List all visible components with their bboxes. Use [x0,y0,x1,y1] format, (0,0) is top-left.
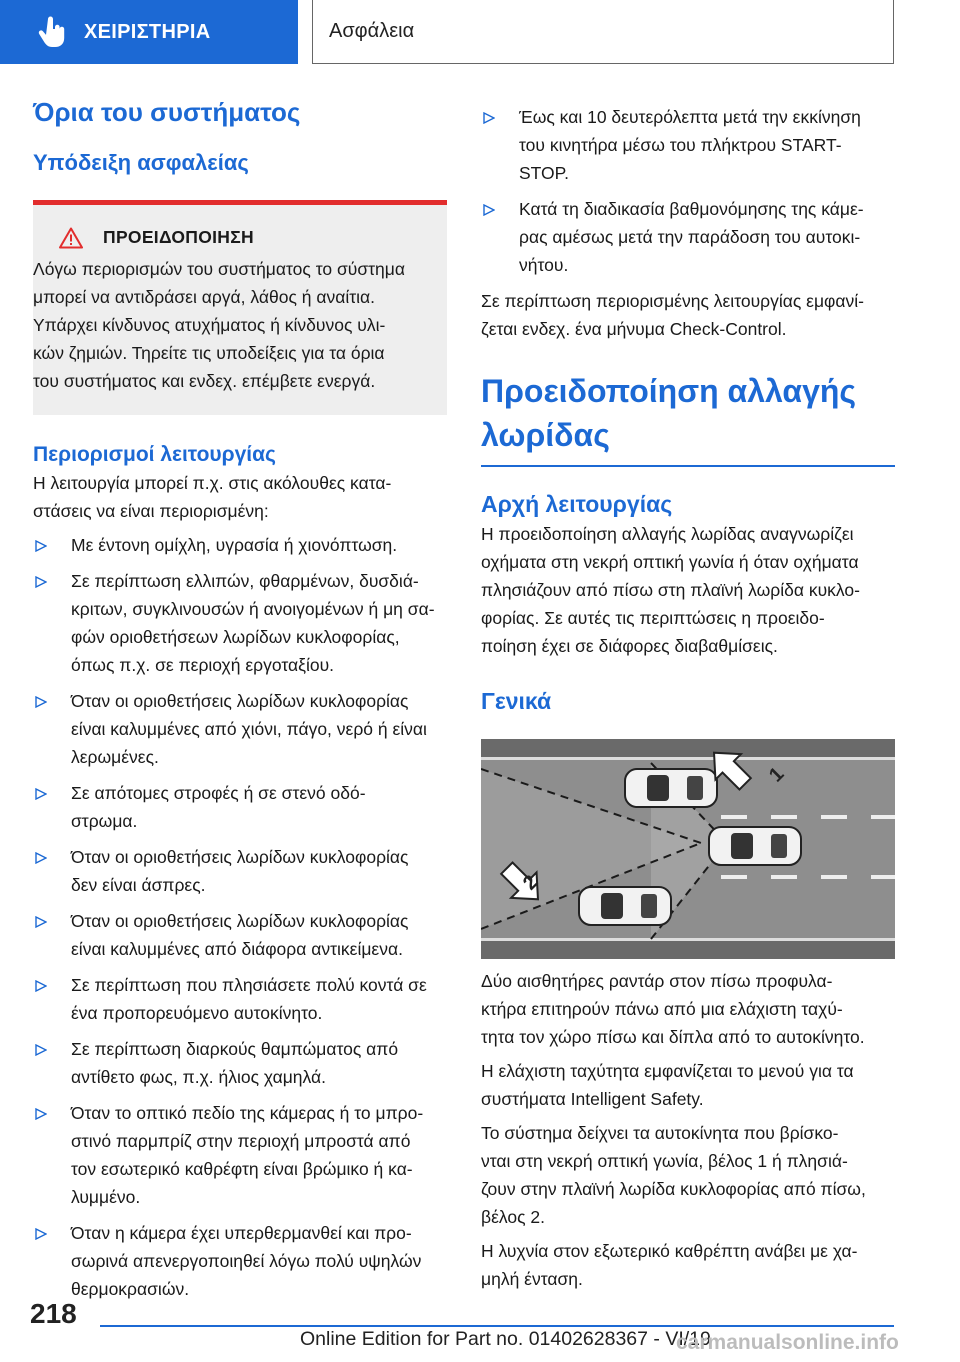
warning-line: μπορεί να αντιδράσει αργά, λάθος ή αναίτια. [33,286,375,307]
list-item: Σε περίπτωση που πλησιάσετε πολύ κοντά σε ένα προπορευόμενο αυτοκίνητο. [33,971,447,1027]
list-item: Όταν οι οριοθετήσεις λωρίδων κυκλοφορίας είναι καλυμμένες από χιόνι, πάγο, νερό ή είναι λερωμένες. [33,687,447,771]
triangle-bullet-icon [35,576,47,588]
check-control-line: Σε περίπτωση περιορισμένης λειτουργίας εμφανί- [481,291,864,311]
display-text-line: νται στη νεκρή οπτική γωνία, βέλος 1 ή πλησιά- [481,1151,848,1172]
hand-pointer-icon [36,15,70,49]
warning-line: του συστήματος και ενδεχ. επέμβετε ενεργά. [33,370,376,391]
principle-heading: Αρχή λειτουργίας [481,491,673,517]
arrow-2-label: 2 [518,871,543,895]
section-tab-label: Ασφάλεια [329,20,415,42]
list-item: Σε απότομες στροφές ή σε στενό οδό- στρωμα. [33,779,447,835]
list-item: Όταν η κάμερα έχει υπερθερμανθεί και προ- σωρινά απενεργοποιηθεί λόγω πολύ υψηλών θερμοκρασιών. [33,1219,447,1303]
warning-line: κών ζημιών. Τηρείτε τις υποδείξεις για τα όρια [33,342,385,363]
list-item: Όταν οι οριοθετήσεις λωρίδων κυκλοφορίας είναι καλυμμένες από διάφορα αντικείμενα. [33,907,447,963]
mirror-text-line: μηλή ένταση. [481,1269,583,1290]
radar-text-line: τητα τον χώρο πίσω και δίπλα από το αυτοκίνητο. [481,1027,865,1048]
list-item: Όταν το οπτικό πεδίο της κάμερας ή το μπρο- στινό παρμπρίζ στην περιοχή μπροστά από τον εσωτερικό καθρέφτη είναι βρώμικο ή κα- λυμμένο. [33,1099,447,1211]
list-item: Σε περίπτωση διαρκούς θαμπώματος από αντίθετο φως, π.χ. ήλιος χαμηλά. [33,1035,447,1091]
triangle-bullet-icon [35,696,47,708]
watermark: carmanualsonline.info [676,1331,899,1354]
triangle-bullet-icon [35,788,47,800]
arrow-1-label: 1 [764,763,789,787]
road-illustration [481,739,895,959]
car-ego [709,827,801,865]
heading-rule [481,465,895,467]
limits-heading: Περιορισμοί λειτουργίας [33,442,276,466]
lane-change-warning-heading: Προειδοποίηση αλλαγής λωρίδας [481,373,857,453]
edition-text: Online Edition for Part no. 01402628367 - VI/19 [300,1328,711,1350]
speed-text-line: Η ελάχιστη ταχύτητα εμφανίζεται το μενού για τα [481,1061,854,1082]
warning-box [33,200,447,415]
page-number: 218 [30,1298,77,1329]
triangle-bullet-icon [35,540,47,552]
limits-list-continued [481,103,895,279]
warning-line: Υπάρχει κίνδυνος ατυχήματος ή κίνδυνος υλι- [33,314,386,335]
check-control-line: ζεται ενδεχ. ένα μήνυμα Check-Control. [481,319,787,339]
list-item: Σε περίπτωση ελλιπών, φθαρμένων, δυσδιά- κριτων, συγκλινουσών ή ανοιγομένων ή μη σα- φών οριοθετήσεων λωρίδων κυκλοφορίας, όπως π.χ. σε περιοχή εργοταξίου. [33,567,447,679]
limits-list [33,531,447,1303]
warning-line: Λόγω περιορισμών του συστήματος το σύστημα [33,258,405,279]
principle-line: πλησιάζουν από πίσω στη πλαϊνή λωρίδα κυκλο- [481,580,860,601]
triangle-bullet-icon [35,1228,47,1240]
manual-tab[interactable] [0,0,298,64]
lane-change-figure [481,739,895,959]
principle-line: ποίηση έχει σε διάφορες διαβαθμίσεις. [481,636,778,657]
principle-line: φορίας. Σε αυτές τις περιπτώσεις η προειδο- [481,608,825,629]
triangle-bullet-icon [483,112,495,124]
list-item: Όταν οι οριοθετήσεις λωρίδων κυκλοφορίας δεν είναι άσπρες. [33,843,447,899]
mirror-text-line: Η λυχνία στον εξωτερικό καθρέπτη ανάβει με χα- [481,1241,858,1262]
triangle-bullet-icon [35,852,47,864]
list-item: Κατά τη διαδικασία βαθμονόμησης της κάμε- ρας αμέσως μετά την παράδοση του αυτοκι- νήτου. [481,195,895,279]
general-heading: Γενικά [481,688,552,715]
speed-text-line: συστήματα Intelligent Safety. [481,1089,704,1110]
car-blind-spot [625,769,717,807]
triangle-bullet-icon [483,204,495,216]
display-text-line: βέλος 2. [481,1207,545,1228]
limits-intro-line: στάσεις να είναι περιορισμένη: [33,501,269,522]
triangle-bullet-icon [35,916,47,928]
triangle-bullet-icon [35,980,47,992]
manual-tab-label: ΧΕΙΡΙΣΤΗΡΙΑ [84,20,211,43]
principle-line: Η προειδοποίηση αλλαγής λωρίδας αναγνωρίζει [481,524,854,545]
safety-note-heading: Υπόδειξη ασφαλείας [33,150,249,176]
display-text-line: ζουν στην πλαϊνή λωρίδα κυκλοφορίας από πίσω, [481,1179,866,1200]
car-approaching [579,887,671,925]
warning-triangle-icon [59,227,83,249]
triangle-bullet-icon [35,1044,47,1056]
display-text-line: Το σύστημα δείχνει τα αυτοκίνητα που βρίσκο- [481,1123,839,1144]
principle-line: οχήματα στη νεκρή οπτική γωνία ή όταν οχήματα [481,552,859,573]
radar-text-line: κτήρα επιτηρούν πάνω από μια ελάχιστη ταχύ- [481,999,843,1020]
list-item: Έως και 10 δευτερόλεπτα μετά την εκκίνηση του κινητήρα μέσω του πλήκτρου START- STOP. [481,103,895,187]
triangle-bullet-icon [35,1108,47,1120]
list-item: Με έντονη ομίχλη, υγρασία ή χιονόπτωση. [33,531,447,559]
page-title: Όρια του συστήματος [33,97,301,127]
section-tab[interactable] [312,0,894,64]
right-column [481,103,895,1293]
warning-title: ΠΡΟΕΙΔΟΠΟΙΗΣΗ [103,227,254,248]
limits-intro-line: Η λειτουργία μπορεί π.χ. στις ακόλουθες κατα- [33,473,392,494]
radar-text-line: Δύο αισθητήρες ραντάρ στον πίσω προφυλα- [481,971,833,992]
left-column [33,95,447,1311]
footer-rule [100,1325,894,1327]
